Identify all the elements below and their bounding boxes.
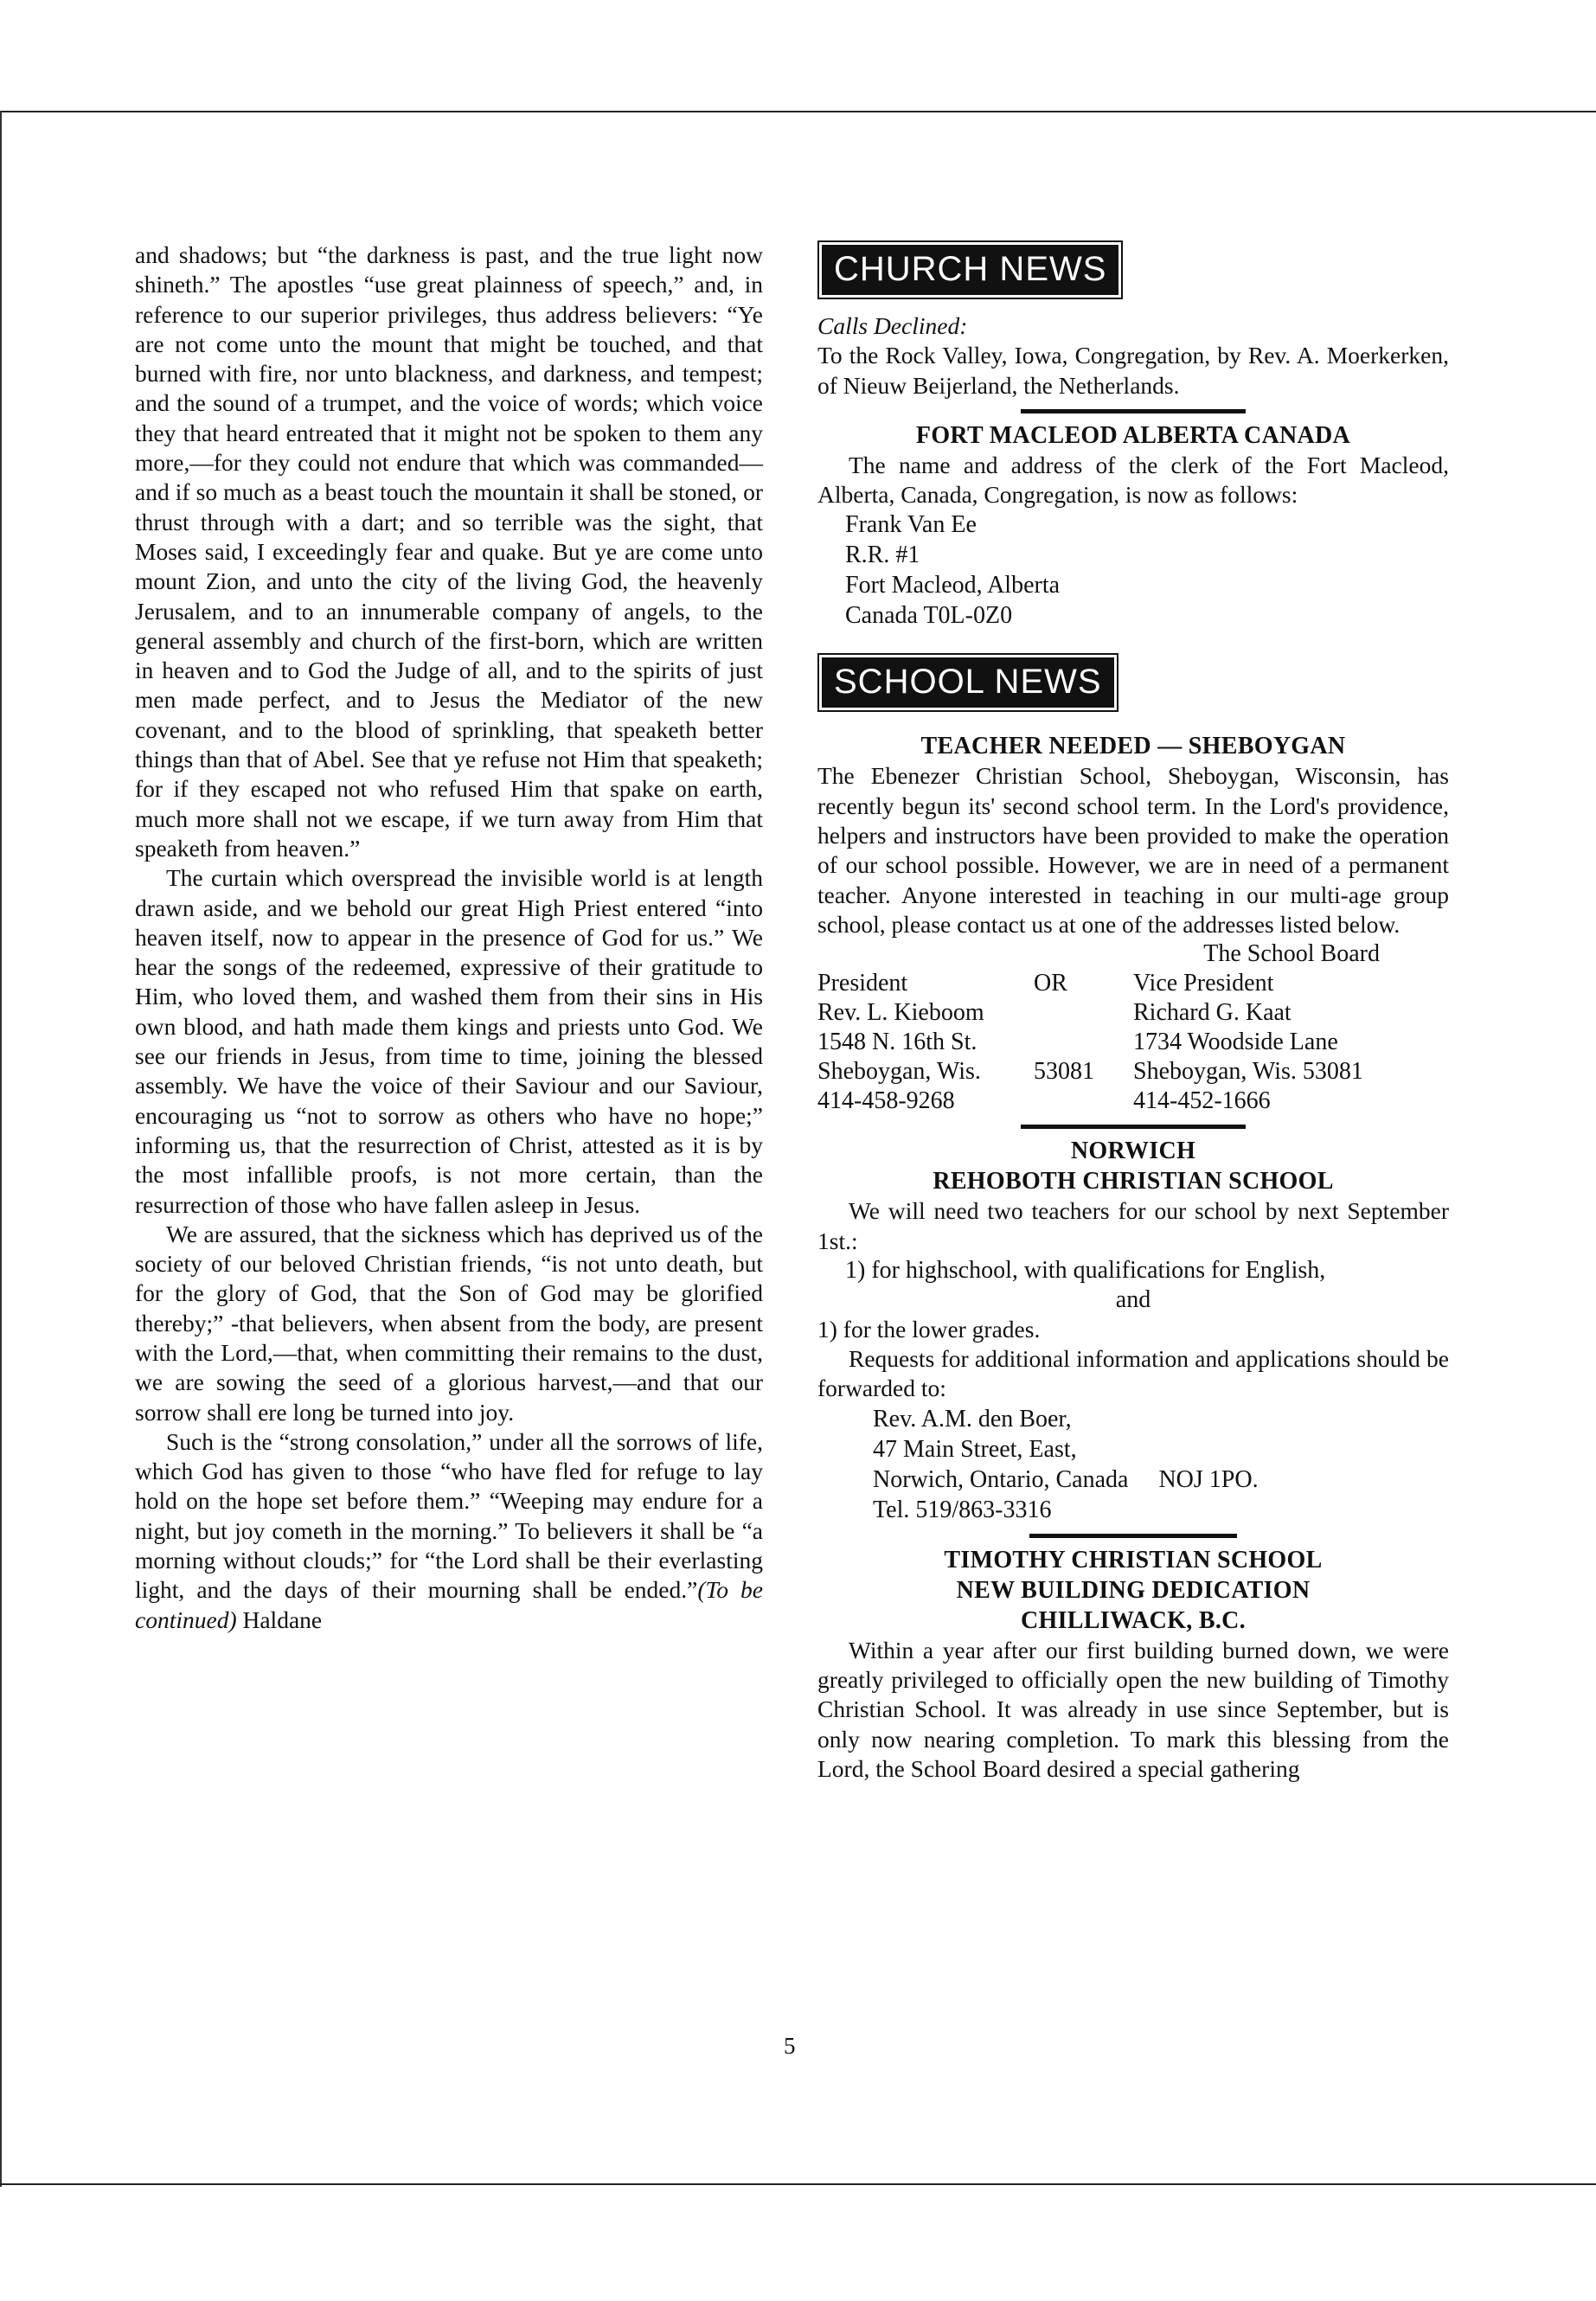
address-line: Frank Van Ee bbox=[845, 511, 977, 539]
contact-cell: Vice President bbox=[1133, 970, 1274, 997]
left-border-rule bbox=[0, 111, 2, 2187]
table-row bbox=[817, 998, 1449, 1028]
continued-note: (To be continued) bbox=[135, 1576, 763, 1633]
address-line: Norwich, Ontario, Canada NOJ 1PO. bbox=[873, 1465, 1259, 1493]
table-row bbox=[817, 1086, 1449, 1116]
address-line: Tel. 519/863-3316 bbox=[873, 1496, 1052, 1523]
timothy-subheading: NEW BUILDING DEDICATION bbox=[956, 1576, 1311, 1604]
body-paragraph: and shadows; but “the darkness is past, and the true light now shineth.” The apostles “use great plainness of speech,” and, in reference to our superior privileges, thus address believers: “Ye are not come unto the mount that might be touched, and that burned with fire, nor unto blackness, and darkness, and tempest; and the sound of a trumpet, and the voice of words; which voice they that heard entreated that it might not be spoken to them any more,—for they could not endure that which was commanded—and if so much as a beast touch the mountain it shall be stoned, or thrust through with a dart; and so terrible was the sight, that Moses said, I exceedingly fear and quake. But ye are come unto mount Zion, and unto the city of the living God, the heavenly Jerusalem, and to an innumerable company of angels, to the general assembly and church of the first-born, which are written in heaven and to God the Judge of all, and to the spirits of just men made perfect, and to Jesus the Mediator of the new covenant, and to the blood of sprinkling, that speaketh better things than that of Abel. See that ye refuse not Him that speaketh; for if they escaped not who refused Him that spake on earth, much more shall not we escape, if we turn away from Him that speaketh from heaven.” bbox=[135, 241, 763, 862]
body-paragraph: We are assured, that the sickness which has deprived us of the society of our beloved Christian friends, “is not unto death, but for the glory of God, that the Son of God may be glorified thereby;” -that believers, when absent from the body, are present with the Lord,—that, when committing their remains to the dust, we are sowing the seed of a glorious harvest,—and that our sorrow shall ere long be turned into joy. bbox=[135, 1220, 763, 1426]
sheboygan-text: The Ebenezer Christian School, Sheboygan, Wisconsin, has recently begun its' second school term. In the Lord's providence, helpers and instructors have been provided to make the operation of our school possible. However, we are in need of a permanent teacher. Anyone interested in teaching in our multi-age group school, please contact us at one of the addresses listed below. bbox=[817, 762, 1449, 938]
address-line: R.R. #1 bbox=[845, 542, 920, 569]
page-number: 5 bbox=[784, 2033, 796, 2059]
section-divider bbox=[1021, 1125, 1246, 1129]
contact-cell: President bbox=[817, 970, 908, 997]
address-line: Rev. A.M. den Boer, bbox=[873, 1405, 1072, 1433]
right-column bbox=[817, 240, 1449, 1784]
contact-cell: Rev. L. Kieboom bbox=[817, 999, 984, 1027]
norwich-heading: NORWICH bbox=[1070, 1138, 1196, 1165]
contact-cell bbox=[1034, 998, 1133, 1028]
body-paragraph: The curtain which overspread the invisible world is at length drawn aside, and we behold our great High Priest entered “into heaven itself, now to appear in the presence of God for us.” We hear the songs of the redeemed, expressive of their gratitude to Him, who loved them, and washed them from their sins in His own blood, and hath made them kings and priests unto God. We see our friends in Jesus, from time to time, joining the blessed assembly. We have the voice of their Saviour and our Saviour, encouraging us “not to sorrow as others who have no hope;” informing us, that the resurrection of Christ, attested as it is by the most infallible proofs, is not more certain, than the resurrection of those who have fallen asleep in Jesus. bbox=[135, 864, 763, 1218]
church-news-banner bbox=[817, 240, 1123, 299]
contact-cell bbox=[1034, 1028, 1133, 1057]
school-board-signature: The School Board bbox=[1203, 940, 1380, 968]
contact-cell: 1734 Woodside Lane bbox=[1133, 1029, 1338, 1056]
fort-macleod-heading: FORT MACLEOD ALBERTA CANADA bbox=[915, 421, 1351, 449]
norwich-subheading: REHOBOTH CHRISTIAN SCHOOL bbox=[933, 1168, 1334, 1195]
sheboygan-heading: TEACHER NEEDED — SHEBOYGAN bbox=[920, 733, 1346, 760]
body-paragraph-last bbox=[135, 1427, 763, 1635]
contacts-table bbox=[817, 969, 1449, 1116]
contact-cell: Sheboygan, Wis. 53081 bbox=[1133, 1058, 1363, 1086]
last-paragraph-text: Such is the “strong consolation,” under all the sorrows of life, which God has given to those “who have fled for refuge to lay hold on the hope set before them.” “Weeping may endure for a night, but joy cometh in the morning.” To believers it shall be “a morning without clouds;” for “the Lord shall be their everlasting light, and the days of their mourning shall be ended.” bbox=[135, 1427, 763, 1604]
contact-cell: 414-458-9268 bbox=[817, 1087, 955, 1115]
bottom-border-rule bbox=[0, 2183, 1596, 2185]
section-divider bbox=[1021, 409, 1246, 413]
address-line: Canada T0L-0Z0 bbox=[845, 602, 1013, 630]
table-row bbox=[817, 1057, 1449, 1086]
contact-cell bbox=[1034, 1086, 1133, 1116]
norwich-text-2: Requests for additional information and applications should be forwarded to: bbox=[817, 1345, 1449, 1402]
school-news-banner-title: SCHOOL NEWS bbox=[822, 657, 1114, 708]
section-divider bbox=[1029, 1534, 1237, 1538]
timothy-location: CHILLIWACK, B.C. bbox=[1021, 1606, 1246, 1634]
timothy-text: Within a year after our first building burned down, we were greatly privileged to officially open the new building of Timothy Christian School. It was already in use since September, but is only now nearing completion. To mark this blessing from the Lord, the School Board desired a special gathering bbox=[817, 1636, 1449, 1782]
contact-cell: Sheboygan, Wis. bbox=[817, 1058, 981, 1086]
norwich-list-item: 1) for the lower grades. bbox=[817, 1315, 1041, 1343]
table-row bbox=[817, 969, 1449, 998]
norwich-list-item: 1) for highschool, with qualifications for English, bbox=[845, 1256, 1326, 1284]
calls-declined-text: To the Rock Valley, Iowa, Congregation, by Rev. A. Moerkerken, of Nieuw Beijerland, the Netherlands. bbox=[817, 342, 1449, 399]
contact-cell: 53081 bbox=[1034, 1058, 1094, 1086]
church-news-banner-title: CHURCH NEWS bbox=[822, 245, 1118, 295]
contact-cell: Richard G. Kaat bbox=[1133, 999, 1292, 1027]
author-name: Haldane bbox=[242, 1606, 323, 1633]
contact-cell: 414-452-1666 bbox=[1133, 1087, 1271, 1115]
fort-macleod-address bbox=[845, 510, 1449, 631]
table-row bbox=[817, 1028, 1449, 1057]
contact-cell: OR bbox=[1034, 970, 1067, 997]
timothy-heading: TIMOTHY CHRISTIAN SCHOOL bbox=[944, 1546, 1323, 1574]
fort-macleod-text: The name and address of the clerk of the Fort Macleod, Alberta, Canada, Congregation, is now as follows: bbox=[817, 451, 1449, 509]
contact-cell: 1548 N. 16th St. bbox=[817, 1029, 977, 1056]
left-column bbox=[135, 240, 763, 1635]
norwich-address bbox=[873, 1404, 1449, 1525]
top-border-rule bbox=[0, 111, 1596, 112]
norwich-text: We will need two teachers for our school by next September 1st.: bbox=[817, 1197, 1449, 1254]
address-line: 47 Main Street, East, bbox=[873, 1435, 1077, 1463]
address-line: Fort Macleod, Alberta bbox=[845, 572, 1061, 599]
calls-declined-label: Calls Declined: bbox=[817, 312, 968, 339]
norwich-and: and bbox=[1115, 1285, 1151, 1313]
school-news-banner bbox=[817, 653, 1118, 712]
